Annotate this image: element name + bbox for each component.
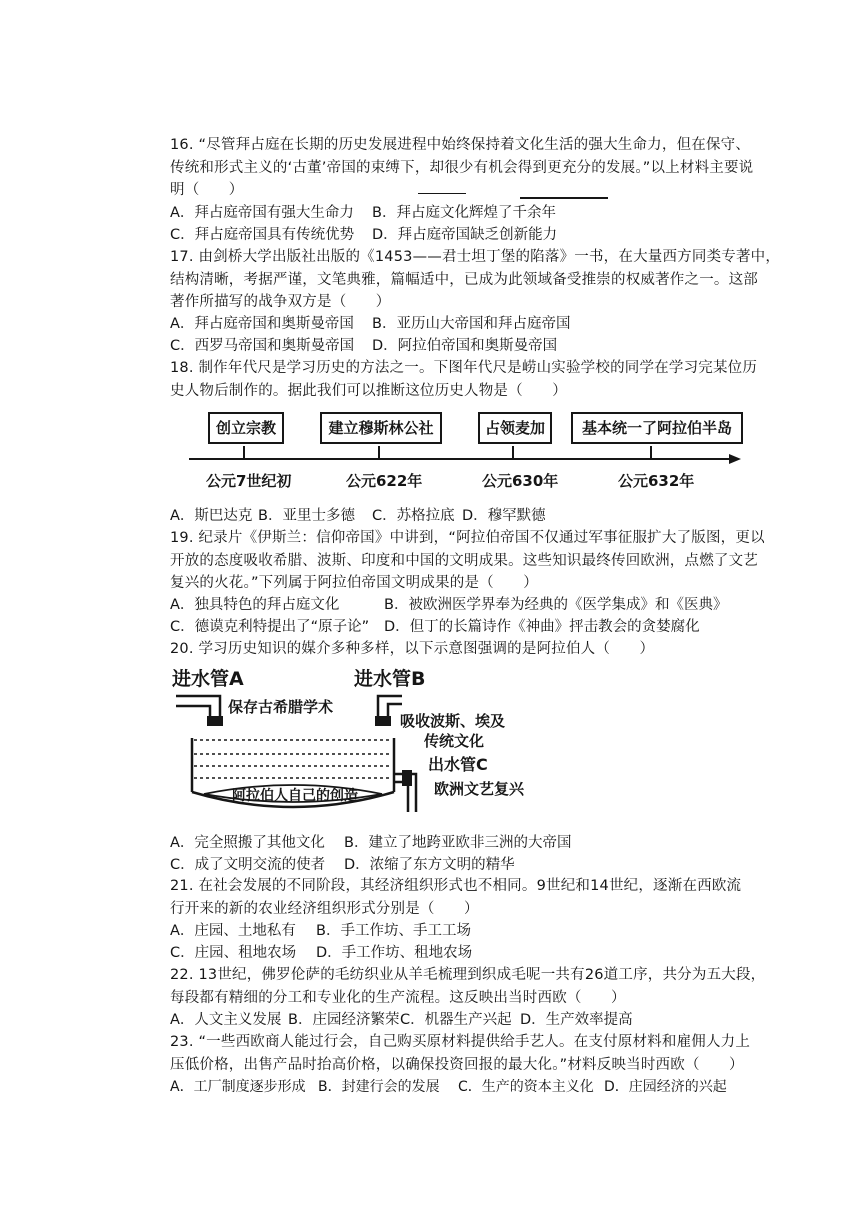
q17-option-d: D．阿拉伯帝国和奥斯曼帝国 (372, 338, 558, 354)
q20-stem-line1: 20. 学习历史知识的媒介多种多样，以下示意图强调的是阿拉伯人（ ） (170, 641, 655, 657)
timeline-tick (378, 446, 380, 460)
q23-option-c: C．生产的资本主义化 (458, 1079, 594, 1095)
q23-option-a: A．工厂制度逐步形成 (170, 1079, 306, 1095)
pipe-b-content-line2: 传统文化 (424, 732, 485, 750)
q18-option-d: D．穆罕默德 (462, 508, 546, 524)
q22-option-d: D．生产效率提高 (520, 1012, 633, 1028)
q16-option-c: C．拜占庭帝国具有传统优势 (170, 227, 355, 243)
q20-option-c: C．成了文明交流的使者 (170, 857, 326, 873)
pipe-a-label: 进水管A (172, 668, 244, 690)
q19-option-b: B．被欧洲医学界奉为经典的《医学集成》和《医典》 (384, 597, 728, 613)
q16-stem-line1: 16. “尽管拜占庭在长期的历史发展进程中始终保持着文化生活的强大生命力，但在保守、 (170, 137, 751, 153)
q22-option-a: A．人文主义发展 (170, 1012, 282, 1028)
q19-stem-line2: 开放的态度吸收希腊、波斯、印度和中国的文明成果。这些知识最终传回欧洲，点燃了文艺 (170, 553, 758, 569)
tank-drawing (170, 680, 550, 830)
q19-option-d: D．但丁的长篇诗作《神曲》抨击教会的贪婪腐化 (384, 619, 700, 635)
q17-option-c: C．西罗马帝国和奥斯曼帝国 (170, 338, 355, 354)
timeline-tick (650, 446, 652, 460)
q23-option-d: D．庄园经济的兴起 (604, 1079, 727, 1095)
q19-stem-line1: 19. 纪录片《伊斯兰：信仰帝国》中讲到，“阿拉伯帝国不仅通过军事征服扩大了版图，更以 (170, 530, 765, 546)
q17-stem-line1: 17. 由剑桥大学出版社出版的《1453——君士坦丁堡的陷落》一书，在大量西方同类专著中， (170, 249, 781, 265)
timeline-event-4: 基本统一了阿拉伯半岛 (571, 412, 743, 444)
q17-option-b: B．亚历山大帝国和拜占庭帝国 (372, 316, 571, 332)
q21-option-b: B．手工作坊、手工工场 (316, 923, 471, 939)
q19-stem-line3: 复兴的火花。”下列属于阿拉伯帝国文明成果的是（ ） (170, 575, 538, 591)
q22-stem-line1: 22. 13世纪，佛罗伦萨的毛纺织业从羊毛梳理到织成毛呢一共有26道工序，共分为五大段， (170, 967, 766, 983)
timeline-date-2: 公元622年 (346, 472, 423, 490)
pen-mark (520, 197, 608, 199)
q21-stem-line2: 行开来的新的农业经济组织形式分别是（ ） (170, 901, 479, 917)
timeline-date-3: 公元630年 (482, 472, 559, 490)
pipe-b-label: 进水管B (354, 668, 426, 690)
q17-option-a: A．拜占庭帝国和奥斯曼帝国 (170, 316, 354, 332)
tank-label: 阿拉伯人自己的创造 (232, 788, 358, 804)
q21-option-d: D．手工作坊、租地农场 (316, 945, 473, 961)
pipe-c-content: 欧洲文艺复兴 (434, 780, 525, 798)
q17-stem-line2: 结构清晰，考据严谨，文笔典雅，篇幅适中，已成为此领域备受推崇的权威著作之一。这部 (170, 272, 758, 288)
q20-option-a: A．完全照搬了其他文化 (170, 835, 325, 851)
q23-stem-line1: 23. “一些西欧商人能过行会，自己购买原材料提供给手艺人。在支付原材料和雇佣人力上 (170, 1034, 751, 1050)
q18-option-b: B．亚里士多德 (258, 508, 355, 524)
q22-option-c: C．机器生产兴起 (400, 1012, 512, 1028)
q18-stem-line2: 史人物后制作的。据此我们可以推断这位历史人物是（ ） (170, 383, 567, 399)
pen-mark (418, 193, 466, 194)
q18-option-a: A．斯巴达克 (170, 508, 253, 524)
q22-option-b: B．庄园经济繁荣 (288, 1012, 400, 1028)
q20-option-b: B．建立了地跨亚欧非三洲的大帝国 (344, 835, 572, 851)
timeline-axis (185, 452, 745, 466)
timeline-event-3: 占领麦加 (478, 412, 552, 444)
q16-option-a: A．拜占庭帝国有强大生命力 (170, 205, 354, 221)
q19-option-a: A．独具特色的拜占庭文化 (170, 597, 340, 613)
timeline-tick (243, 446, 245, 460)
q23-option-b: B．封建行会的发展 (318, 1079, 440, 1095)
q17-stem-line3: 著作所描写的战争双方是（ ） (170, 294, 391, 310)
timeline-date-1: 公元7世纪初 (206, 472, 292, 490)
q19-option-c: C．德谟克利特提出了“原子论” (170, 619, 370, 635)
q20-option-d: D．浓缩了东方文明的精华 (344, 857, 515, 873)
timeline-event-1: 创立宗教 (208, 412, 284, 444)
q16-option-b: B．拜占庭文化辉煌了千余年 (372, 205, 556, 221)
q16-option-d: D．拜占庭帝国缺乏创新能力 (372, 227, 558, 243)
q22-stem-line2: 每段都有精细的分工和专业化的生产流程。这反映出当时西欧（ ） (170, 990, 626, 1006)
q18-option-c: C．苏格拉底 (372, 508, 455, 524)
q23-stem-line2: 压低价格，出售产品时抬高价格，以确保投资回报的最大化。”材料反映当时西欧（ ） (170, 1057, 744, 1073)
q16-stem-line2: 传统和形式主义的‘古董’帝国的束缚下，却很少有机会得到更充分的发展。”以上材料主要说 (170, 160, 754, 176)
q16-stem-line3: 明（ ） (170, 182, 244, 198)
pipe-b-content-line1: 吸收波斯、埃及 (400, 712, 506, 730)
q21-option-c: C．庄园、租地农场 (170, 945, 297, 961)
timeline-tick (512, 446, 514, 460)
pipe-a-content: 保存古希腊学术 (228, 698, 334, 716)
q18-stem-line1: 18. 制作年代尺是学习历史的方法之一。下图年代尺是崂山实验学校的同学在学习完某位历 (170, 360, 758, 376)
timeline-date-4: 公元632年 (618, 472, 695, 490)
timeline-event-2: 建立穆斯林公社 (320, 412, 442, 444)
pipe-c-label: 出水管C (428, 755, 488, 774)
q21-stem-line1: 21. 在社会发展的不同阶段，其经济组织形式也不相同。9世纪和14世纪，逐渐在西欧流 (170, 878, 742, 894)
q21-option-a: A．庄园、土地私有 (170, 923, 296, 939)
